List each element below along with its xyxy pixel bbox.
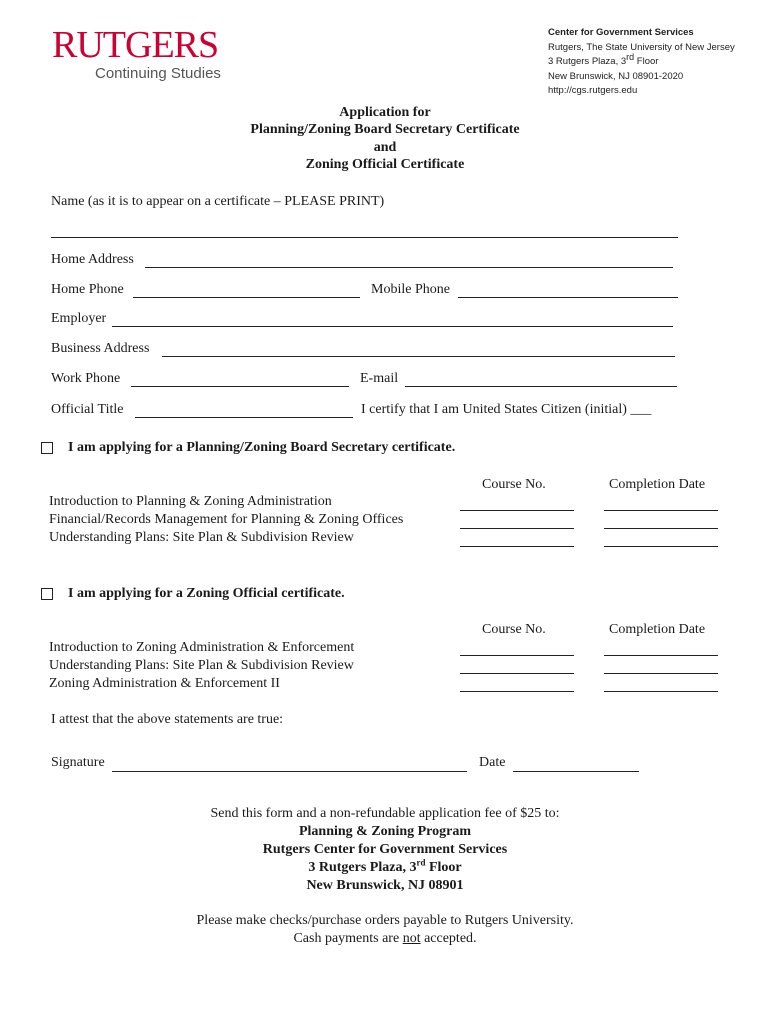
send-intro: Send this form and a non-refundable application fee of $25 to: [210, 806, 560, 821]
section1-course-1: Introduction to Planning & Zoning Administration [49, 494, 332, 509]
section2-date-1[interactable] [604, 655, 718, 656]
send-city: New Brunswick, NJ 08901 [306, 878, 464, 893]
section2-heading: I am applying for a Zoning Official certificate. [68, 586, 345, 601]
citizen-certify-text[interactable]: I certify that I am United States Citizen (initial) ___ [361, 402, 652, 417]
send-center: Rutgers Center for Government Services [262, 842, 508, 857]
attest-text: I attest that the above statements are true: [51, 712, 284, 727]
home-address-label: Home Address [51, 252, 134, 267]
send-address: 3 Rutgers Plaza, 3rd Floor [308, 857, 462, 875]
section2-col-date: Completion Date [609, 622, 706, 637]
section1-heading: I am applying for a Planning/Zoning Board Secretary certificate. [68, 440, 456, 455]
secretary-certificate-checkbox[interactable] [41, 442, 53, 454]
mobile-phone-label: Mobile Phone [371, 282, 450, 297]
section2-date-3[interactable] [604, 691, 718, 692]
section1-course-2: Financial/Records Management for Planning & Zoning Offices [49, 512, 404, 527]
business-address-label: Business Address [51, 341, 150, 356]
employer-label: Employer [51, 311, 107, 326]
title-line2: Planning/Zoning Board Secretary Certificate [250, 122, 520, 137]
title-line3: and [373, 140, 397, 155]
official-title-field[interactable] [135, 417, 353, 418]
home-phone-field[interactable] [133, 297, 360, 298]
send-program: Planning & Zoning Program [298, 824, 472, 839]
payment-line2: Cash payments are not accepted. [293, 931, 477, 946]
zoning-official-checkbox[interactable] [41, 588, 53, 600]
official-title-label: Official Title [51, 402, 124, 417]
rutgers-logo-wordmark: RUTGERS [52, 24, 219, 66]
home-phone-label: Home Phone [51, 282, 124, 297]
signature-field[interactable] [112, 771, 467, 772]
section1-date-1[interactable] [604, 510, 718, 511]
title-line1: Application for [339, 105, 431, 120]
date-field[interactable] [513, 771, 639, 772]
header-address2: New Brunswick, NJ 08901-2020 [548, 71, 684, 82]
email-label: E-mail [360, 371, 399, 386]
name-label: Name (as it is to appear on a certificate – PLEASE PRINT) [51, 194, 385, 209]
section2-date-2[interactable] [604, 673, 718, 674]
header-org: Center for Government Services [548, 27, 694, 38]
work-phone-field[interactable] [131, 386, 349, 387]
rutgers-logo-subtitle: Continuing Studies [95, 65, 221, 82]
signature-label: Signature [51, 755, 105, 770]
section2-course-no-3[interactable] [460, 691, 574, 692]
section1-col-course: Course No. [482, 477, 546, 492]
section1-date-3[interactable] [604, 546, 718, 547]
section1-course-no-2[interactable] [460, 528, 574, 529]
section2-course-3: Zoning Administration & Enforcement II [49, 676, 280, 691]
employer-field[interactable] [112, 326, 673, 327]
mobile-phone-field[interactable] [458, 297, 678, 298]
section2-course-2: Understanding Plans: Site Plan & Subdivision Review [49, 658, 354, 673]
section1-course-3: Understanding Plans: Site Plan & Subdivision Review [49, 530, 354, 545]
header-url[interactable]: http://cgs.rutgers.edu [548, 85, 638, 96]
section2-course-1: Introduction to Zoning Administration & Enforcement [49, 640, 355, 655]
payment-line1: Please make checks/purchase orders payable to Rutgers University. [196, 913, 574, 928]
section2-course-no-1[interactable] [460, 655, 574, 656]
section2-col-course: Course No. [482, 622, 546, 637]
name-field[interactable] [51, 237, 678, 238]
section2-course-no-2[interactable] [460, 673, 574, 674]
home-address-field[interactable] [145, 267, 673, 268]
header-address1: 3 Rutgers Plaza, 3rd Floor [548, 51, 659, 67]
header-university: Rutgers, The State University of New Jersey [548, 42, 735, 53]
business-address-field[interactable] [162, 356, 675, 357]
section1-course-no-1[interactable] [460, 510, 574, 511]
work-phone-label: Work Phone [51, 371, 121, 386]
section1-date-2[interactable] [604, 528, 718, 529]
title-line4: Zoning Official Certificate [305, 157, 465, 172]
date-label: Date [479, 755, 506, 770]
section1-col-date: Completion Date [609, 477, 706, 492]
section1-course-no-3[interactable] [460, 546, 574, 547]
email-field[interactable] [405, 386, 677, 387]
